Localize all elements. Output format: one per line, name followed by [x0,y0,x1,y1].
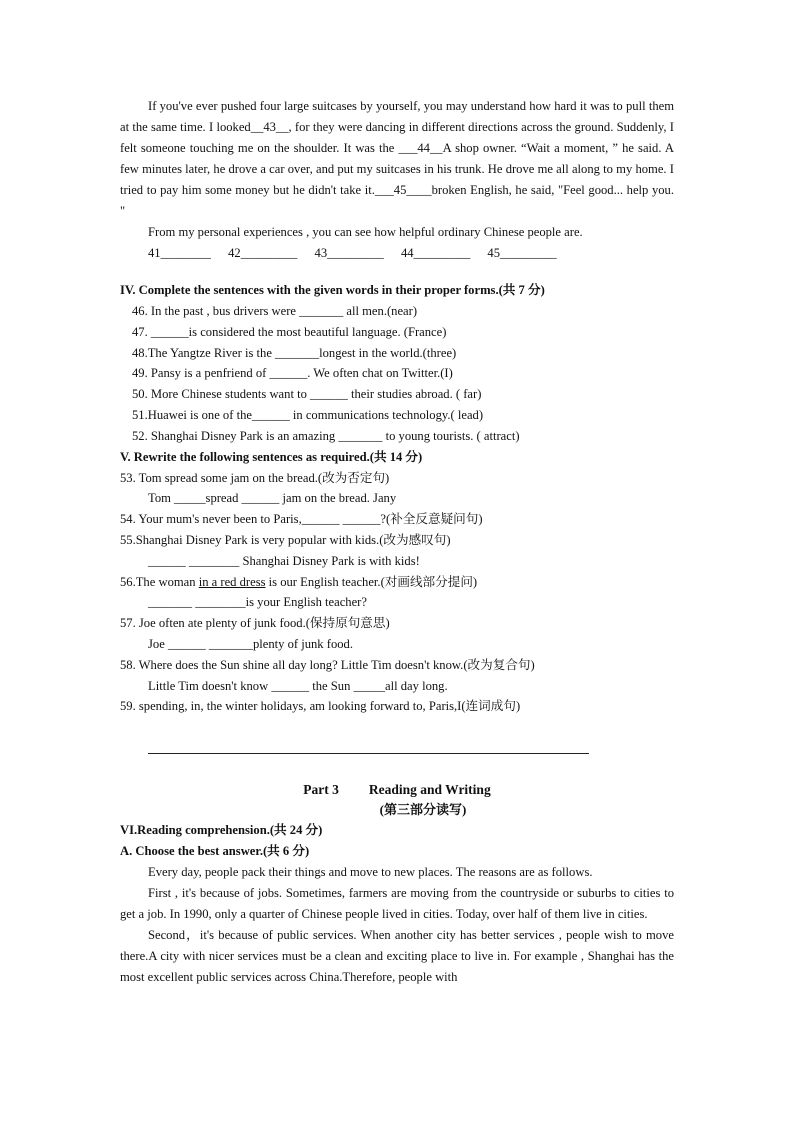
question-55: 55.Shanghai Disney Park is very popular with kids.(改为感叹句) [120,532,451,547]
question-54: 54. Your mum's never been to Paris,______ ______?(补全反意疑问句) [120,512,483,527]
question-47: 47. ______is considered the most beautiful language. (France) [132,324,447,339]
answer-line-59[interactable] [148,753,589,776]
part-3-subtitle: (第三部分读写) [379,802,467,818]
part-3-name: Reading and Writing [368,782,491,798]
question-53: 53. Tom spread some jam on the bread.(改为否定句) [120,470,390,485]
part-3-title [120,780,674,800]
question-56-underlined: in a red dress [198,574,266,589]
question-59: 59. spending, in, the winter holidays, am looking forward to, Paris,I(连词成句) [120,699,521,714]
passage-paragraph-1: If you've ever pushed four large suitcases by yourself, you may understand how hard it was to pull them at the same time. I looked__43__, for they were dancing in different directions across the ground. Suddenly, I felt someone touching me on the shoulder. It was the ___44__A shop owner. “Wait a moment, ” he said. A few minutes later, he drove a car over, and put my suitcases in his trunk. He drove me all along to my home. I tried to pay him some money but he didn't take it.___45____broken English, he said, "Feel good... help you. " [120,99,674,218]
question-48: 48.The Yangtze River is the _______longest in the world.(three) [132,345,457,360]
reading-paragraph-3: Second，it's because of public services. When another city has better services , people wish to move there.A city with nicer services must be a clean and exciting place to live in. For example , Shanghai has the most excellent public services across China.Therefore, people with [120,928,674,985]
section-6-heading: VI.Reading comprehension.(共 24 分) [120,823,323,838]
question-52: 52. Shanghai Disney Park is an amazing _______ to young tourists. ( attract) [132,428,520,443]
question-58: 58. Where does the Sun shine all day long? Little Tim doesn't know.(改为复合句) [120,657,535,672]
answer-blanks-41-45 [120,243,674,264]
section-6a-heading: A. Choose the best answer.(共 6 分) [120,844,310,859]
question-49: 49. Pansy is a penfriend of ______. We often chat on Twitter.(I) [132,366,453,381]
blank-44[interactable]: 44_________ [400,246,471,260]
blank-42[interactable]: 42_________ [228,246,298,260]
question-56-prefix: 56.The woman [120,574,199,589]
reading-paragraph-1: Every day, people pack their things and move to new places. The reasons are as follows. [148,865,593,880]
question-50: 50. More Chinese students want to ______ their studies abroad. ( far) [132,387,482,402]
section-4-heading: IV. Complete the sentences with the given words in their proper forms.(共 7 分) [120,283,545,297]
reading-paragraph-2: First , it's because of jobs. Sometimes, farmers are moving from the countryside or suburbs to cities to get a job. In 1990, only a quarter of Chinese people lived in cities. Today, over half of them live in cities. [120,886,674,922]
question-56 [120,572,674,593]
blank-41[interactable]: 41________ [148,246,211,260]
question-51: 51.Huawei is one of the______ in communications technology.( lead) [132,407,484,422]
question-56-suffix: is our English teacher.(对画线部分提问) [265,574,478,589]
question-53-answer: Tom _____spread ______ jam on the bread. Jany [148,491,397,506]
question-57: 57. Joe often ate plenty of junk food.(保持原句意思) [120,616,390,631]
question-57-answer: Joe ______ _______plenty of junk food. [148,636,353,651]
blank-43[interactable]: 43_________ [314,246,384,260]
passage-paragraph-2: From my personal experiences , you can see how helpful ordinary Chinese people are. [148,225,583,239]
question-58-answer: Little Tim doesn't know ______ the Sun _____all day long. [148,678,448,693]
exam-page [120,96,674,988]
part-3-label: Part 3 [303,782,339,798]
section-5-heading: V. Rewrite the following sentences as required.(共 14 分) [120,449,423,464]
blank-45[interactable]: 45_________ [487,246,557,260]
question-46: 46. In the past , bus drivers were _______ all men.(near) [132,304,418,318]
question-56-answer: _______ ________is your English teacher? [148,595,367,610]
question-55-answer: ______ ________ Shanghai Disney Park is with kids! [148,553,420,568]
